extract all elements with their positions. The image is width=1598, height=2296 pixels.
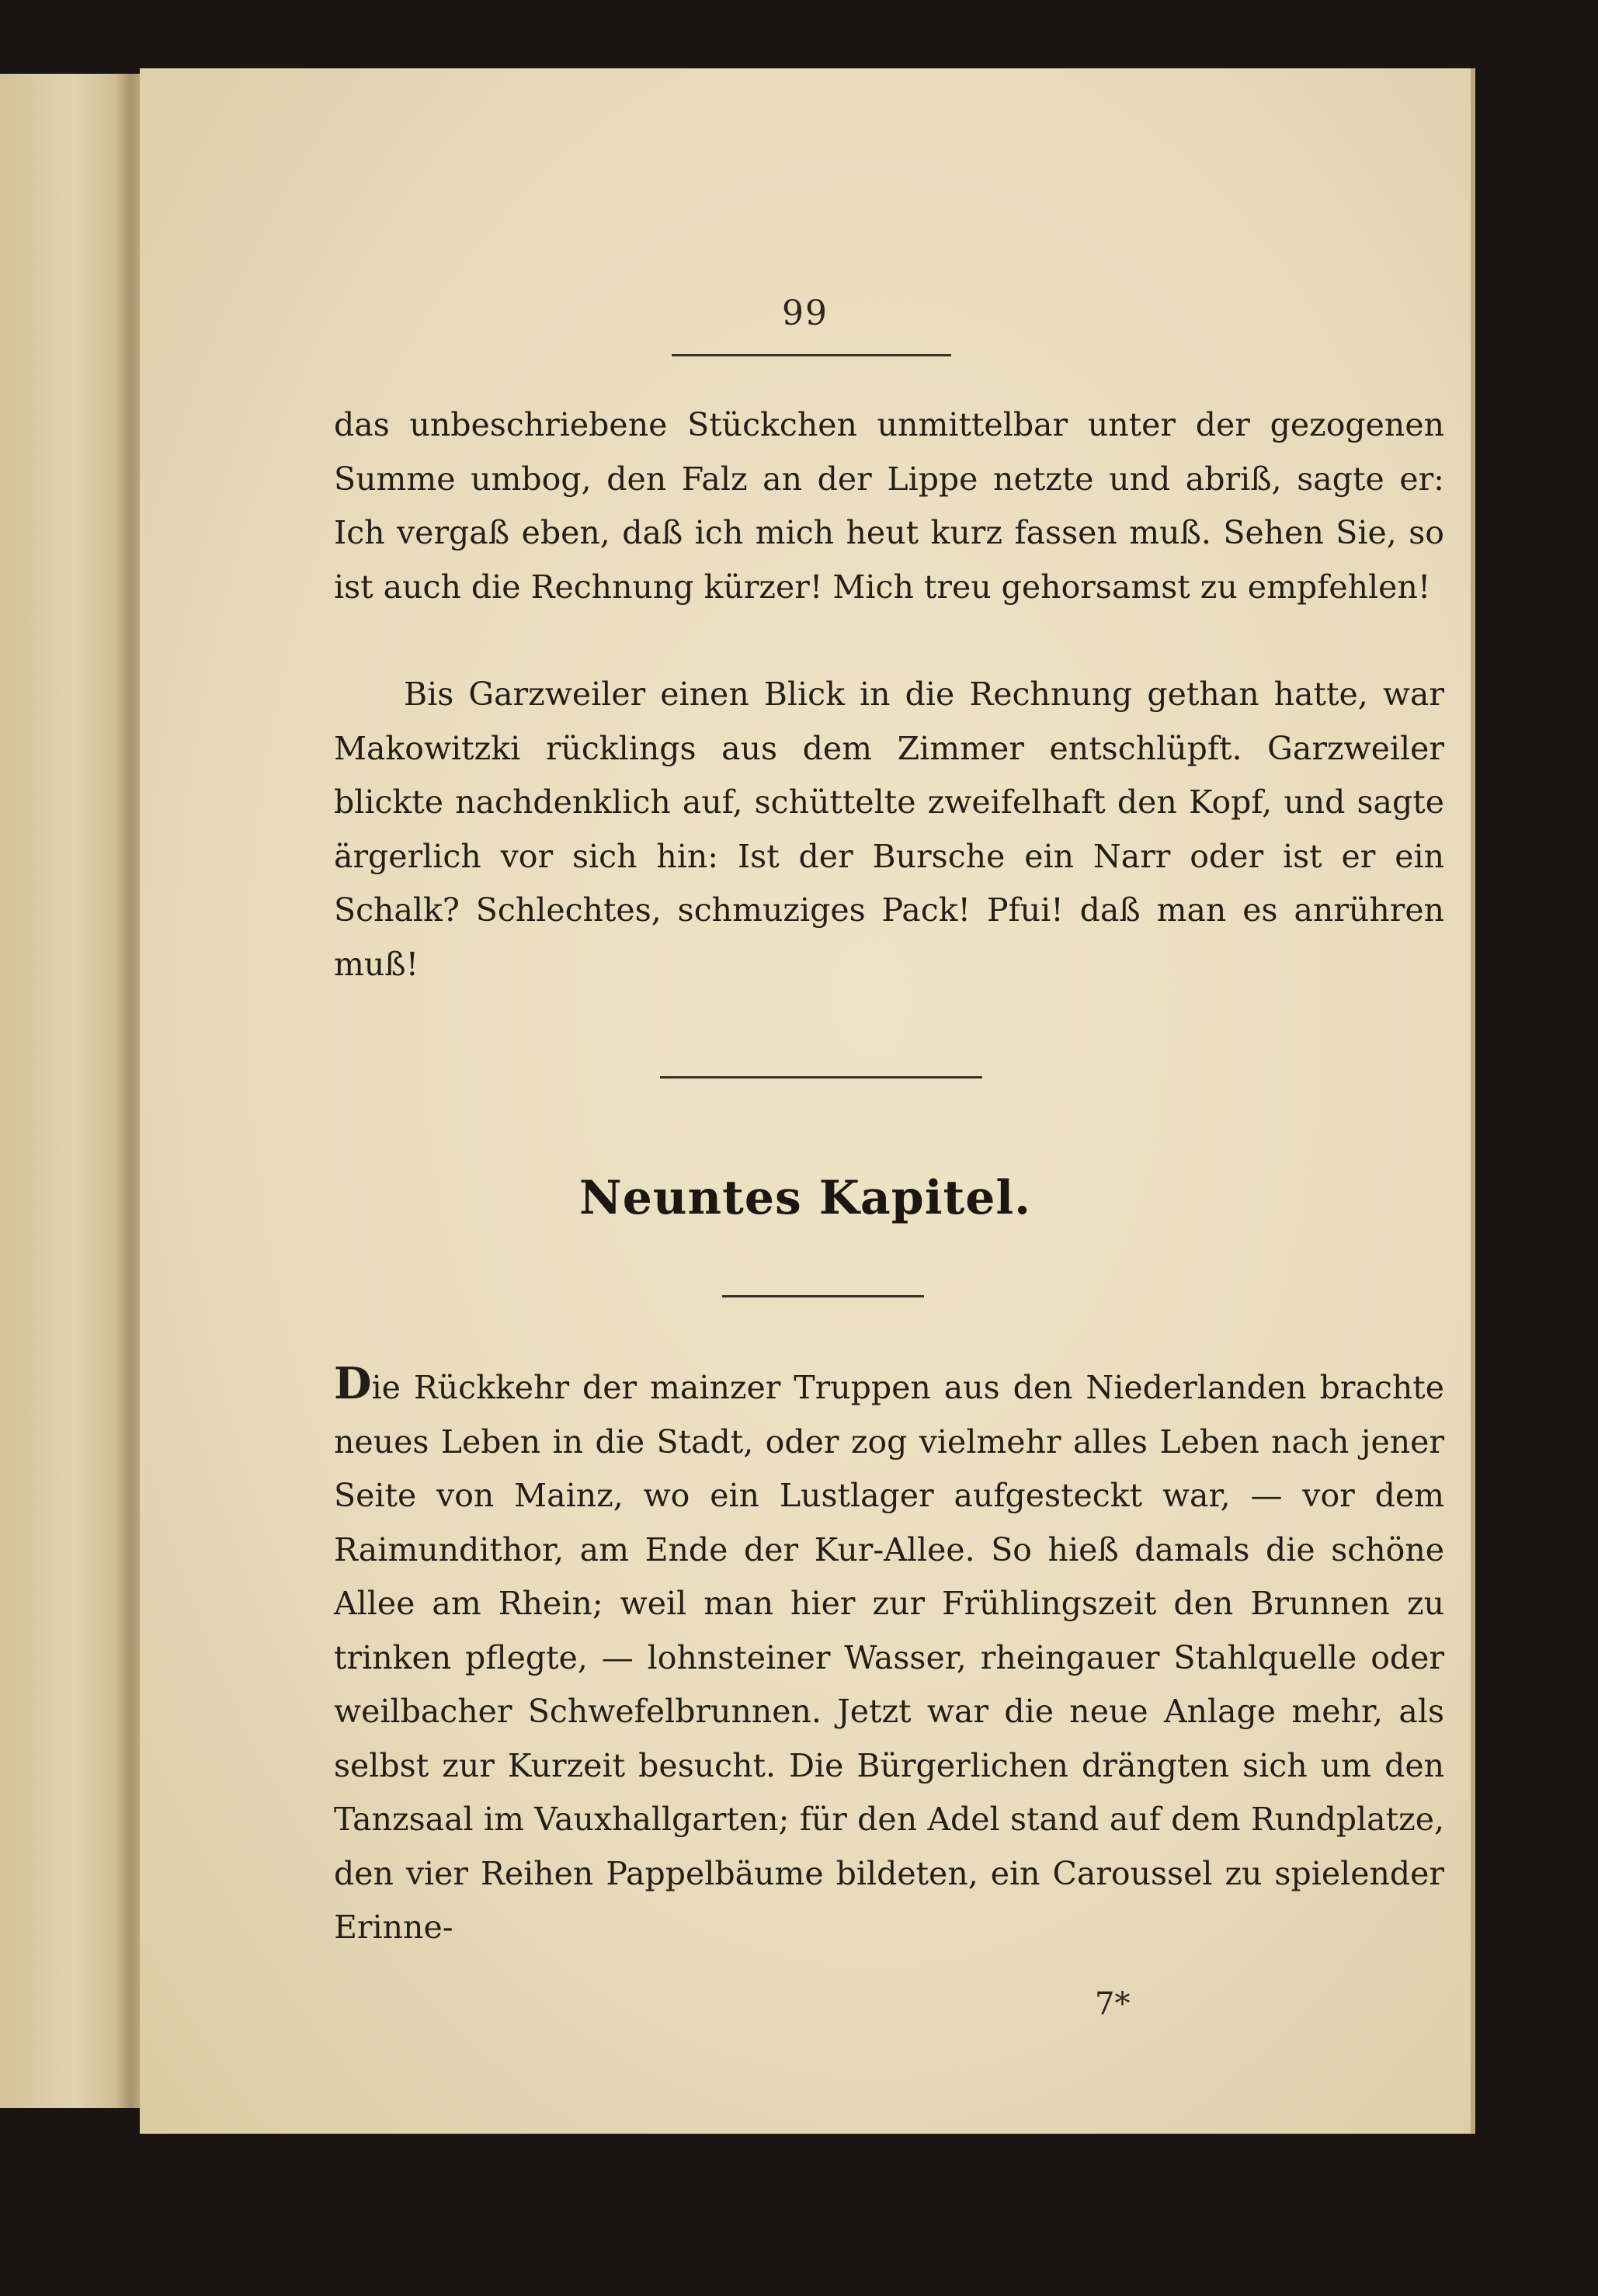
paragraph-3 <box>334 1357 1444 1955</box>
chapter-title: Neuntes Kapitel. <box>578 1171 1032 1225</box>
section-rule <box>660 1076 982 1079</box>
facing-page-edge <box>0 74 136 2108</box>
paragraph-3-text: ie Rückkehr der mainzer Truppen aus den Niederlanden brachte neues Leben in die Stadt, oder zog vielmehr alles Leben nach jener Seite von Mainz, wo ein Lustlager aufgesteckt war, — vor dem Raimundithor, am Ende der Kur-Allee. So hieß damals die schöne Allee am Rhein; weil man hier zur Frühlingszeit den Brunnen zu trinken pflegte, — lohnsteiner Wasser, rheingauer Stahlquelle oder weilbacher Schwefelbrunnen. Jetzt war die neue Anlage mehr, als selbst zur Kurzeit besucht. Die Bürgerlichen drängten sich um den Tanzsaal im Vauxhallgarten; für den Adel stand auf dem Rundplatze, den vier Reihen Pappelbäume bildeten, ein Caroussel zu spielender Erinne- <box>334 1369 1444 1946</box>
drop-cap-initial: D <box>334 1358 372 1409</box>
paragraph-1: das unbeschriebene Stückchen unmittelbar unter der gezogenen Summe umbog, den Falz an der Lippe netzte und abriß, sagte er: Ich vergaß eben, daß ich mich heut kurz fassen muß. Sehen Sie, so ist auch die Rechnung kürzer! Mich treu gehorsamst zu empfehlen! <box>334 406 1444 606</box>
signature-mark: 7* <box>1095 1986 1131 2022</box>
page-number: 99 <box>782 294 829 333</box>
book-page <box>140 68 1475 2134</box>
header-rule <box>672 354 951 356</box>
chapter-title-rule <box>722 1295 924 1297</box>
paragraph-2: Bis Garzweiler einen Blick in die Rechnung gethan hatte, war Makowitzki rücklings aus dem Zimmer entschlüpft. Garzweiler blickte nachdenklich auf, schüttelte zweifelhaft den Kopf, und sagte ärgerlich vor sich hin: Ist der Bursche ein Narr oder ist er ein Schalk? Schlechtes, schmuziges Pack! Pfui! daß man es anrühren muß! <box>334 676 1444 983</box>
